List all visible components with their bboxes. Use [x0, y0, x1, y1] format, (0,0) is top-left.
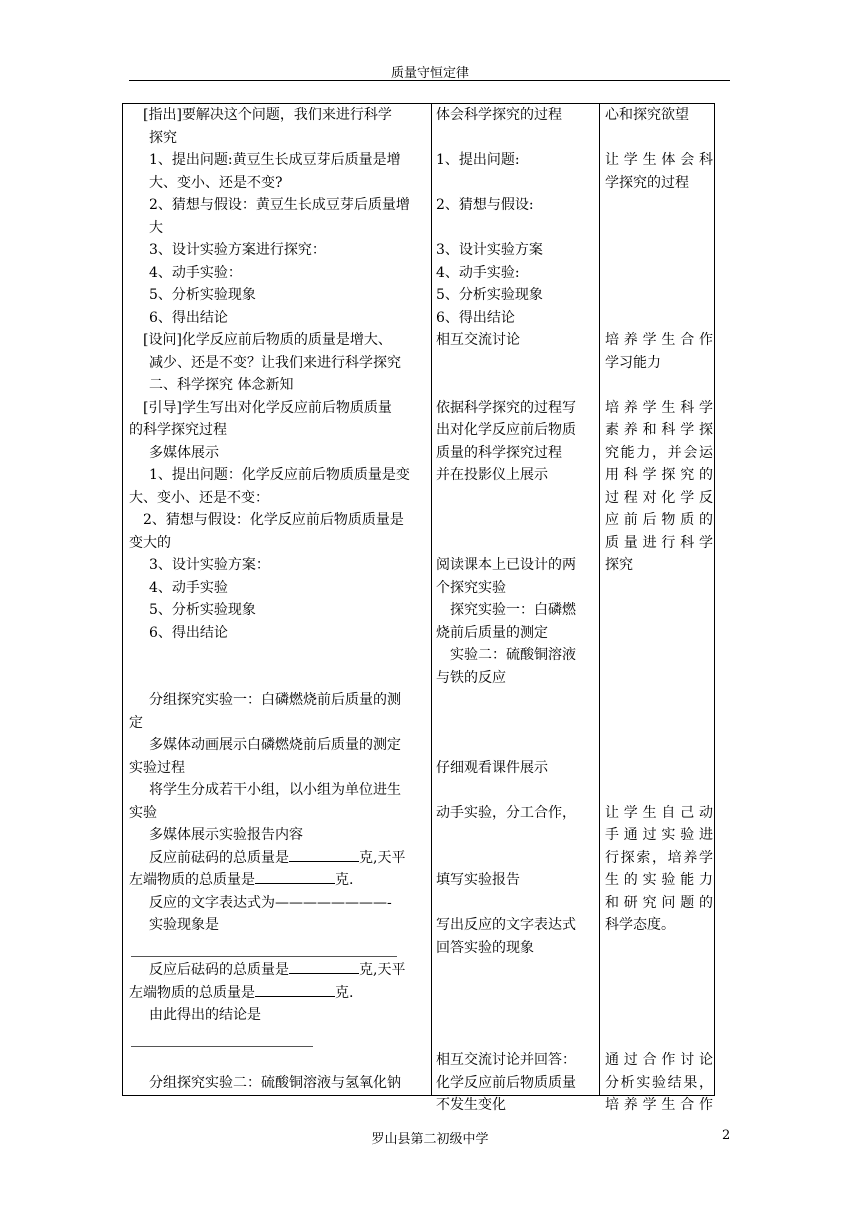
- blank-line: [436, 847, 592, 870]
- text-line: 实验过程: [129, 759, 185, 776]
- header-rule: [129, 80, 730, 81]
- text-line: 分组探究实验二：硫酸铜溶液与氢氧化钠: [149, 1074, 401, 1091]
- blank-line: [436, 712, 592, 735]
- blank-line: [605, 667, 713, 690]
- text-line: 3、设计实验方案: [436, 242, 543, 258]
- blank-line: [436, 352, 592, 375]
- text-line: 4、动手实验：: [149, 264, 242, 281]
- text-line: 4、动手实验:: [436, 264, 520, 281]
- text-line: 1、提出问题:黄豆生长成豆芽后质量是增: [149, 152, 401, 168]
- blank-line: [436, 509, 592, 532]
- page-number: 2: [722, 1128, 731, 1143]
- text-line: 1、提出问题：化学反应前后物质质量是变: [149, 467, 410, 483]
- text-line: 实验: [129, 804, 157, 821]
- text-line: 6、得出结论: [149, 624, 228, 641]
- text-segment: 反应后砝码的总质量是: [149, 962, 289, 978]
- text-line: 通过合作讨论: [605, 1052, 713, 1068]
- blank-line: [605, 194, 713, 217]
- text-line: 由此得出的结论是: [149, 1007, 261, 1023]
- blank-line: [605, 734, 713, 757]
- blank-line: [605, 262, 713, 285]
- section-heading: 二、科学探究 体念新知: [149, 377, 294, 393]
- blank-line: [605, 982, 713, 1005]
- blank-line: [605, 217, 713, 240]
- text-line: 5、分析实验现象: [436, 287, 543, 303]
- text-line: 质量进行科学: [605, 534, 713, 551]
- blank-line: [605, 757, 713, 780]
- text-line: 与铁的反应: [436, 669, 506, 686]
- lesson-table: [122, 103, 715, 1113]
- text-line: 2、猜想与假设：黄豆生长成豆芽后质量增: [149, 197, 410, 213]
- student-activity-column: [436, 104, 592, 1117]
- answer-blank: [289, 847, 359, 862]
- text-line: 体会科学探究的过程: [436, 107, 562, 123]
- answer-blank: [255, 982, 335, 997]
- answer-rule: [131, 1046, 313, 1047]
- text-line: 培养学生合作: [605, 1097, 713, 1113]
- text-line: 应前后物质的: [605, 512, 713, 528]
- blank-line: [129, 1049, 429, 1072]
- blank-line: [436, 959, 592, 982]
- footer-school-name: 罗山县第二初级中学: [371, 1132, 489, 1147]
- teacher-activity-column: [129, 104, 429, 1094]
- blank-line: [605, 622, 713, 645]
- text-segment: 克.: [335, 872, 354, 888]
- text-line: 多媒体展示实验报告内容: [149, 827, 303, 843]
- text-segment: 克,天平: [359, 849, 406, 866]
- blank-line: [436, 982, 592, 1005]
- text-segment: 左端物质的总质量是: [129, 872, 255, 888]
- answer-blank: [255, 869, 335, 884]
- text-line: 分析实验结果，: [605, 1074, 713, 1091]
- text-line: 大、变小、还是不变?: [149, 174, 283, 191]
- blank-line: [605, 1004, 713, 1027]
- text-line: 让学生自己动: [605, 804, 713, 821]
- answer-blank: [289, 959, 359, 974]
- text-line: 大: [149, 219, 163, 236]
- text-line: 烧前后质量的测定: [436, 624, 548, 641]
- blank-line: [605, 374, 713, 397]
- text-line: 仔细观看课件展示: [436, 759, 548, 776]
- text-line: 手通过实验进: [605, 827, 713, 843]
- blank-line: [436, 487, 592, 510]
- blank-line: [605, 712, 713, 735]
- text-segment: 反应前砝码的总质量是: [149, 849, 289, 866]
- blank-line: [129, 644, 429, 667]
- text-line: 定: [129, 714, 143, 731]
- text-line: 培养学生科学: [605, 399, 713, 416]
- blank-line: [605, 959, 713, 982]
- column-divider-1: [431, 104, 432, 1095]
- text-line: 用科学探究的: [605, 467, 713, 483]
- text-line: 3、设计实验方案：: [149, 557, 270, 573]
- text-line: 培养学生合作: [605, 332, 713, 348]
- fill-in-line: [129, 959, 429, 982]
- text-line: 科学态度。: [605, 917, 675, 933]
- text-line: 写出反应的文字表达式: [436, 917, 576, 933]
- text-line: [指出]要解决这个问题，我们来进行科学: [143, 107, 392, 123]
- blank-line: [605, 599, 713, 622]
- text-line: 多媒体动画展示白磷燃烧前后质量的测定: [149, 737, 401, 753]
- text-line: 过程对化学反: [605, 489, 713, 506]
- text-line: 反应的文字表达式为————————-: [149, 894, 392, 911]
- blank-line: [436, 217, 592, 240]
- text-line: 生的实验能力: [605, 872, 713, 888]
- blank-line: [436, 127, 592, 150]
- blank-line: [605, 779, 713, 802]
- text-line: 学习能力: [605, 354, 661, 371]
- text-line: 6、得出结论: [149, 309, 228, 326]
- text-line: 出对化学反应前后物质: [436, 422, 576, 438]
- blank-line: [605, 307, 713, 330]
- text-line: 分组探究实验一：白磷燃烧前后质量的测: [149, 692, 401, 708]
- text-line: 相互交流讨论: [436, 332, 520, 348]
- text-line: 行探索，培养学: [605, 849, 713, 866]
- text-line: 并在投影仪上展示: [436, 467, 548, 483]
- text-line: [引导]学生写出对化学反应前后物质质量: [143, 399, 392, 416]
- blank-line: [436, 1027, 592, 1050]
- blank-line: [605, 644, 713, 667]
- text-line: 6、得出结论: [436, 309, 515, 326]
- blank-line: [605, 127, 713, 150]
- blank-line: [436, 779, 592, 802]
- text-line: 的科学探究过程: [129, 422, 227, 438]
- blank-line: [436, 172, 592, 195]
- text-line: 大、变小、还是不变：: [129, 489, 269, 506]
- answer-rule: [131, 956, 397, 957]
- blank-line: [605, 284, 713, 307]
- text-line: 将学生分成若干小组，以小组为单位进生: [149, 782, 401, 798]
- text-line: 实验二：硫酸铜溶液: [450, 647, 576, 663]
- blank-line: [605, 689, 713, 712]
- text-line: 让学生体会科: [605, 152, 713, 168]
- blank-line: [129, 667, 429, 690]
- blank-line: [605, 577, 713, 600]
- text-line: 质量的科学探究过程: [436, 444, 562, 461]
- text-line: 1、提出问题:: [436, 152, 520, 168]
- text-line: 实验现象是: [149, 917, 219, 933]
- text-line: 填写实验报告: [436, 872, 520, 888]
- text-line: 究能力，并会运: [605, 444, 713, 461]
- blank-line: [436, 532, 592, 555]
- text-line: 不发生变化: [436, 1097, 506, 1113]
- text-line: [设问]化学反应前后物质的质量是增大、: [143, 332, 392, 348]
- blank-line: [436, 734, 592, 757]
- text-line: 5、分析实验现象: [149, 602, 256, 618]
- blank-line: [436, 892, 592, 915]
- text-line: 阅读课本上已设计的两: [436, 557, 576, 573]
- text-line: 回答实验的现象: [436, 939, 534, 956]
- text-line: 心和探究欲望: [605, 107, 689, 123]
- text-line: 变大的: [129, 534, 171, 551]
- text-line: 化学反应前后物质质量: [436, 1074, 576, 1091]
- text-line: 动手实验，分工合作，: [436, 804, 576, 821]
- blank-line: [436, 689, 592, 712]
- text-line: 探究实验一：白磷燃: [450, 602, 576, 618]
- text-line: 减少、还是不变？让我们来进行科学探究: [149, 354, 401, 371]
- text-line: 2、猜想与假设：化学反应前后物质质量是: [143, 512, 404, 528]
- text-segment: 克,天平: [359, 962, 406, 978]
- text-line: 多媒体展示: [149, 444, 219, 461]
- text-line: 学探究的过程: [605, 174, 689, 191]
- text-segment: 克.: [335, 984, 354, 1001]
- text-line: 依据科学探究的过程写: [436, 399, 576, 416]
- blank-line: [605, 1027, 713, 1050]
- text-line: 探究: [605, 557, 633, 573]
- page-header-title: 质量守恒定律: [390, 66, 469, 81]
- text-line: 个探究实验: [436, 579, 506, 596]
- blank-line: [605, 239, 713, 262]
- design-intent-column: [605, 104, 713, 1117]
- text-segment: 左端物质的总质量是: [129, 984, 255, 1001]
- text-line: 和研究问题的: [605, 894, 713, 911]
- text-line: 5、分析实验现象: [149, 287, 256, 303]
- blank-line: [436, 374, 592, 397]
- fill-in-line: [129, 982, 429, 1005]
- text-line: 4、动手实验: [149, 579, 228, 596]
- text-line: 探究: [149, 129, 177, 146]
- text-line: 2、猜想与假设:: [436, 197, 534, 213]
- fill-in-line: [129, 869, 429, 892]
- blank-line: [605, 937, 713, 960]
- blank-line: [436, 824, 592, 847]
- text-line: 相互交流讨论并回答：: [436, 1052, 576, 1068]
- column-divider-2: [599, 104, 600, 1095]
- text-line: 3、设计实验方案进行探究：: [149, 242, 326, 258]
- text-line: 素养和科学探: [605, 422, 713, 438]
- fill-in-line: [129, 847, 429, 870]
- blank-line: [436, 1004, 592, 1027]
